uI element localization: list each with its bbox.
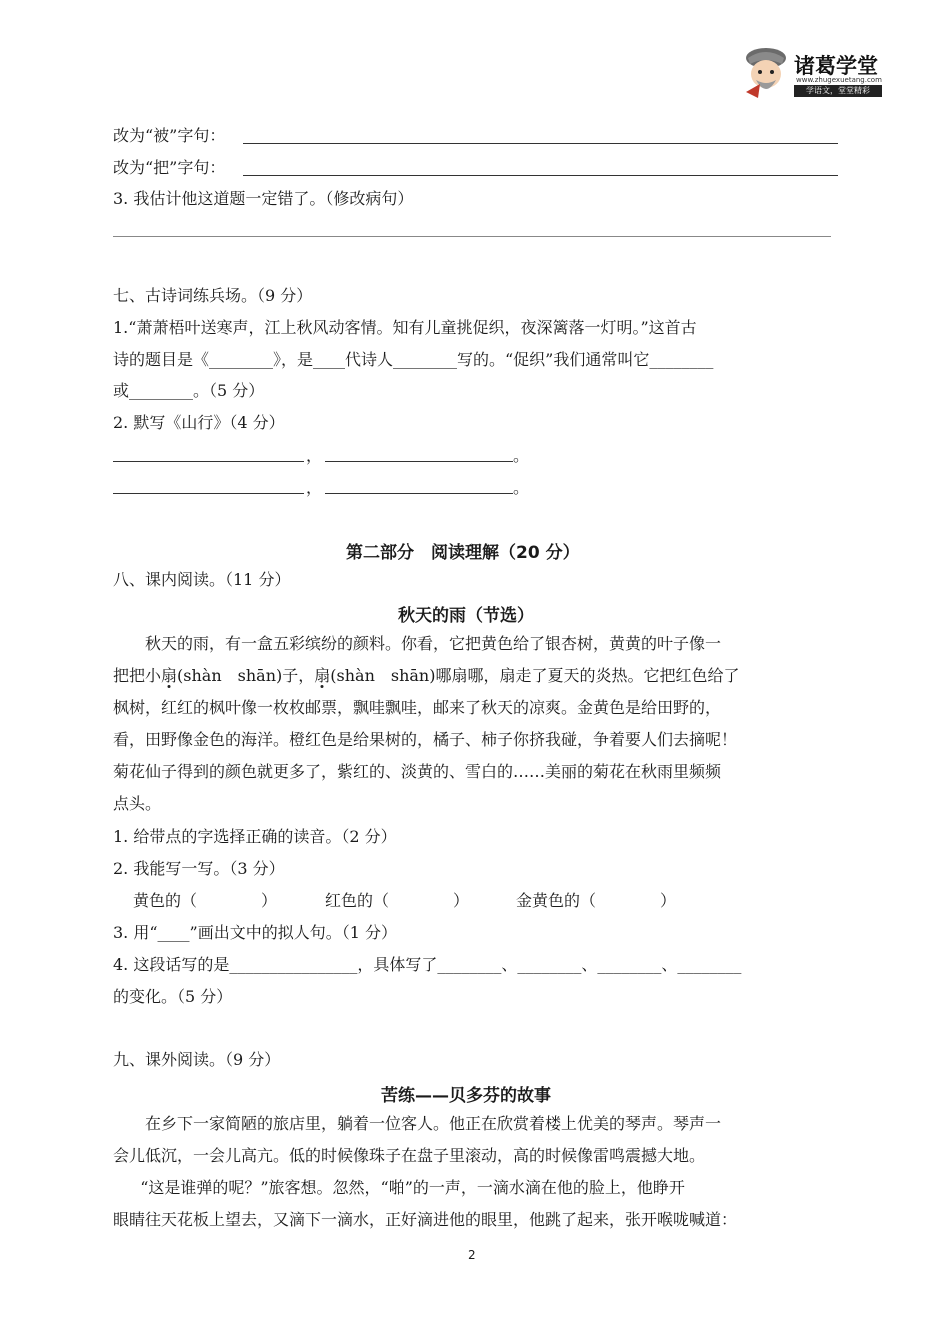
bei-answer-line[interactable] bbox=[243, 143, 838, 144]
question-8-3: 3. 用“____”画出文中的拟人句。（1 分） bbox=[113, 923, 397, 942]
comma: ， bbox=[306, 446, 323, 465]
section-8-heading: 八、课内阅读。（11 分） bbox=[113, 570, 291, 589]
question-8-4-line-1: 4. 这段话写的是________________，具体写了________、________、________、________ bbox=[113, 955, 742, 974]
period: 。 bbox=[513, 446, 530, 465]
question-3: 3. 我估计他这道题一定错了。（修改病句） bbox=[113, 189, 414, 208]
poem-question-line-2: 诗的题目是《________》，是____代诗人________写的。“促织”我们通常叫它________ bbox=[113, 350, 714, 369]
sage-mascot-icon bbox=[738, 44, 794, 100]
question-8-1: 1. 给带点的字选择正确的读音。（2 分） bbox=[113, 827, 397, 846]
passage-1-line-3: 枫树，红红的枫叶像一枚枚邮票，飘哇飘哇，邮来了秋天的凉爽。金黄色是给田野的， bbox=[113, 698, 722, 717]
brand-url: www.zhugexuetang.com bbox=[796, 76, 882, 84]
recite-line-1a[interactable] bbox=[113, 461, 304, 462]
passage-1-line-6: 点头。 bbox=[113, 794, 162, 813]
passage-2-line-4: 眼睛往天花板上望去，又滴下一滴水，正好滴进他的眼里，他跳了起来，张开喉咙喊道： bbox=[113, 1210, 738, 1229]
brand-name: 诸葛学堂 bbox=[794, 54, 878, 78]
gold-blank[interactable]: 金黄色的（ ） bbox=[516, 891, 677, 910]
dotted-char: 扇 bbox=[314, 666, 331, 685]
brand-logo bbox=[738, 44, 884, 100]
poem-question-line-1: 1.“萧萧梧叶送寒声，江上秋风动客情。知有儿童挑促织，夜深篱落一灯明。”这首古 bbox=[113, 318, 697, 337]
passage-1-line-2: 把把小扇(shàn shān)子，扇(shàn shān)哪扇哪，扇走了夏天的炎热。它把红色给了 bbox=[113, 666, 740, 685]
passage-1-line-4: 看，田野像金色的海洋。橙红色是给果树的，橘子、柿子你挤我碰，争着要人们去摘呢！ bbox=[113, 730, 738, 749]
poem-question-line-3: 或________。（5 分） bbox=[113, 381, 265, 400]
passage-1-title: 秋天的雨（节选） bbox=[398, 606, 534, 626]
question-8-4-line-2: 的变化。（5 分） bbox=[113, 987, 233, 1006]
recite-line-2a[interactable] bbox=[113, 493, 304, 494]
brand-slogan: 学语文，堂堂精彩 bbox=[794, 85, 882, 97]
yellow-blank[interactable]: 黄色的（ ） bbox=[133, 891, 278, 910]
period: 。 bbox=[513, 478, 530, 497]
bei-sentence-label: 改为“被”字句： bbox=[113, 126, 226, 145]
comma: ， bbox=[306, 478, 323, 497]
passage-2-line-1: 在乡下一家简陋的旅店里，躺着一位客人。他正在欣赏着楼上优美的琴声。琴声一 bbox=[145, 1114, 722, 1133]
passage-1-line-1: 秋天的雨，有一盒五彩缤纷的颜料。你看，它把黄色给了银杏树，黄黄的叶子像一 bbox=[145, 634, 722, 653]
section-7-heading: 七、古诗词练兵场。（9 分） bbox=[113, 286, 313, 305]
q3-answer-line[interactable] bbox=[113, 236, 831, 237]
ba-sentence-label: 改为“把”字句： bbox=[113, 158, 226, 177]
part-2-heading: 第二部分 阅读理解（20 分） bbox=[346, 543, 580, 563]
passage-2-line-2: 会儿低沉，一会儿高亢。低的时候像珠子在盘子里滚动，高的时候像雷鸣震撼大地。 bbox=[113, 1146, 706, 1165]
passage-1-line-5: 菊花仙子得到的颜色就更多了，紫红的、淡黄的、雪白的……美丽的菊花在秋雨里频频 bbox=[113, 762, 722, 781]
recite-line-2b[interactable] bbox=[325, 493, 513, 494]
ba-answer-line[interactable] bbox=[243, 175, 838, 176]
passage-2-title: 苦练——贝多芬的故事 bbox=[381, 1086, 551, 1106]
question-8-2: 2. 我能写一写。（3 分） bbox=[113, 859, 285, 878]
recite-question: 2. 默写《山行》（4 分） bbox=[113, 413, 285, 432]
red-blank[interactable]: 红色的（ ） bbox=[325, 891, 470, 910]
passage-2-line-3: “这是谁弹的呢？”旅客想。忽然，“啪”的一声，一滴水滴在他的脸上，他睁开 bbox=[140, 1178, 685, 1197]
dotted-char: 扇 bbox=[161, 666, 178, 685]
page-number: 2 bbox=[468, 1248, 476, 1262]
section-9-heading: 九、课外阅读。（9 分） bbox=[113, 1050, 281, 1069]
recite-line-1b[interactable] bbox=[325, 461, 513, 462]
